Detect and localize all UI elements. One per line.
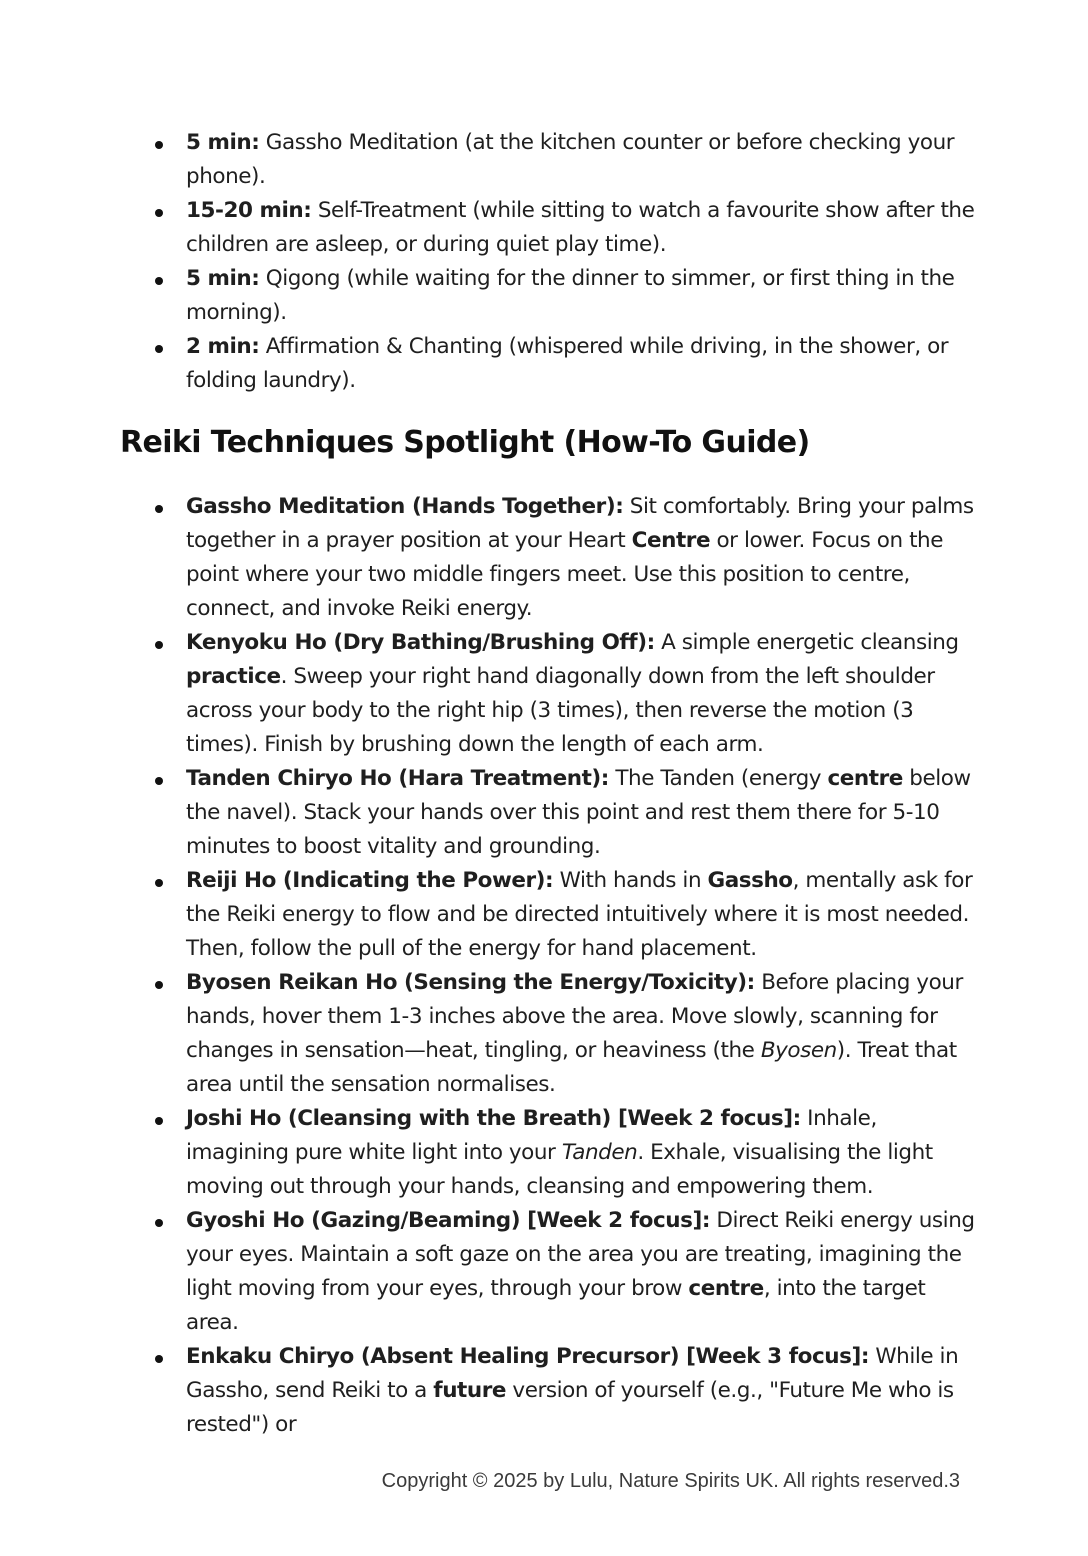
technique-title: Byosen Reikan Ho (Sensing the Energy/Toxicity): [186,970,755,995]
technique-title: Reiji Ho (Indicating the Power): [186,868,554,893]
item-label: 5 min: [186,130,260,155]
list-item [186,1204,976,1340]
technique-text: or lower. Focus on the point where your two middle fingers meet. Use this position to centre, connect, and invoke Reiki energy. [186,528,943,621]
item-text: Self-Treatment (while sitting to watch a favourite show after the children are asleep, or during quiet play time). [186,198,975,257]
technique-text: A simple energetic cleansing [654,630,959,655]
copyright-notice: Copyright © 2025 by Lulu, Nature Spirits UK. All rights reserved. [381,1470,949,1492]
list-item [186,126,976,194]
technique-emphasis: centre [688,1276,764,1301]
item-label: 2 min: [186,334,260,359]
technique-text: The Tanden (energy [608,766,828,791]
technique-title: Kenyoku Ho (Dry Bathing/Brushing Off): [186,630,655,655]
technique-text: While in Gassho, send Reiki to a [186,1344,959,1403]
item-text: Qigong (while waiting for the dinner to simmer, or first thing in the morning). [186,266,955,325]
techniques-list [186,490,976,1442]
technique-text: ). Treat that area until the sensation normalises. [186,1038,957,1097]
technique-emphasis: future [433,1378,507,1403]
bullet-icon [155,1219,163,1227]
technique-text: Before placing your hands, hover them 1-3 inches above the area. Move slowly, scanning for changes in sensation—heat, tingling, or heaviness (the [186,970,963,1063]
technique-text: , into the target area. [186,1276,926,1335]
item-label: 15-20 min: [186,198,312,223]
bullet-icon [155,1355,163,1363]
bullet-icon [155,505,163,513]
technique-title: Gyoshi Ho (Gazing/Beaming) [Week 2 focus]: [186,1208,710,1233]
bullet-icon [155,1117,163,1125]
technique-title: Enkaku Chiryo (Absent Healing Precursor) [Week 3 focus]: [186,1344,869,1369]
technique-text: , mentally ask for the Reiki energy to flow and be directed intuitively where it is most needed. Then, follow the pull of the energy for hand placement. [186,868,973,961]
technique-text: . Sweep your right hand diagonally down from the left shoulder across your body to the right hip (3 times), then reverse the motion (3 times). Finish by brushing down the length of each arm. [186,664,935,757]
technique-emphasis: Centre [631,528,711,553]
page-footer [382,1468,960,1494]
list-item [186,330,976,398]
list-item [186,762,976,864]
list-item [186,966,976,1102]
list-item [186,864,976,966]
list-item [186,1340,976,1442]
item-text: Gassho Meditation (at the kitchen counter or before checking your phone). [186,130,955,189]
technique-text: Sit comfortably. Bring your palms together in a prayer position at your Heart [186,494,974,553]
technique-emphasis: Gassho [707,868,793,893]
list-item [186,1102,976,1204]
technique-emphasis: practice [186,664,281,689]
bullet-icon [155,209,163,217]
bullet-icon [155,345,163,353]
technique-italic: Tanden [561,1140,638,1165]
technique-text: . Exhale, visualising the light moving out through your hands, cleansing and empowering them. [186,1140,933,1199]
technique-title: Gassho Meditation (Hands Together): [186,494,624,519]
item-text: Affirmation & Chanting (whispered while driving, in the shower, or folding laundry). [186,334,949,393]
bullet-icon [155,277,163,285]
technique-title: Joshi Ho (Cleansing with the Breath) [Week 2 focus]: [186,1106,801,1131]
technique-text: Inhale, imagining pure white light into your [186,1106,877,1165]
list-item [186,194,976,262]
technique-text: With hands in [553,868,708,893]
bullet-icon [155,141,163,149]
item-label: 5 min: [186,266,260,291]
technique-italic: Byosen [760,1038,837,1063]
bullet-icon [155,879,163,887]
section-heading: Reiki Techniques Spotlight (How-To Guide) [120,425,810,460]
bullet-icon [155,981,163,989]
technique-text: below the navel). Stack your hands over this point and rest them there for 5-10 minutes to boost vitality and grounding. [186,766,971,859]
list-item [186,626,976,762]
page-number: 3 [948,1470,960,1492]
technique-title: Tanden Chiryo Ho (Hara Treatment): [186,766,609,791]
list-item [186,490,976,626]
schedule-list [186,126,976,398]
technique-text: Direct Reiki energy using your eyes. Maintain a soft gaze on the area you are treating, imagining the light moving from your eyes, through your brow [186,1208,975,1301]
technique-emphasis: centre [827,766,903,791]
bullet-icon [155,641,163,649]
bullet-icon [155,777,163,785]
list-item [186,262,976,330]
technique-text: version of yourself (e.g., "Future Me who is rested") or [186,1378,954,1437]
